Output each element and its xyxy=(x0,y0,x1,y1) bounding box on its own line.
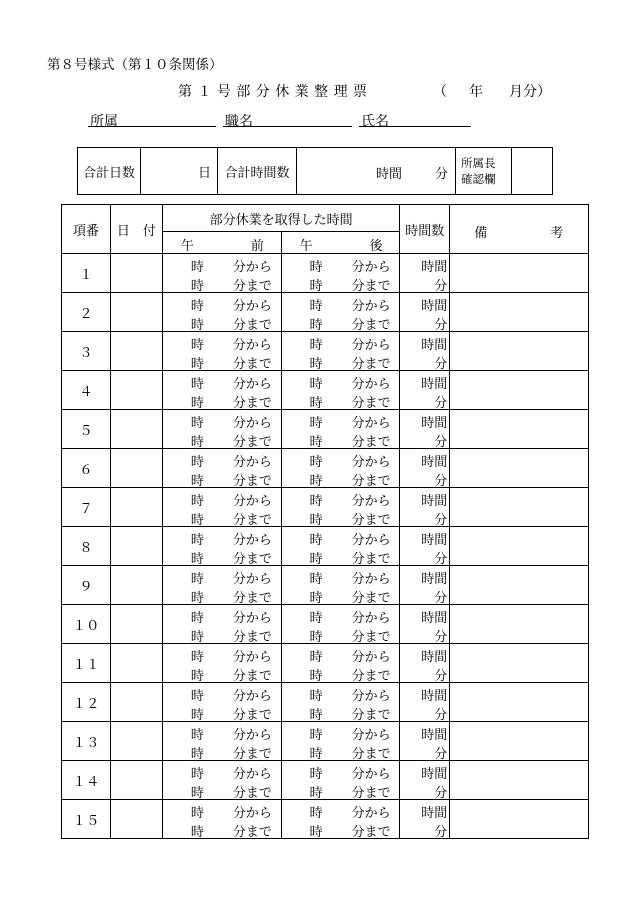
form-number: 第８号様式（第１０条関係） xyxy=(47,57,223,73)
hours-unit-label: 時間 xyxy=(421,533,448,548)
minutes-unit-label: 分 xyxy=(434,747,448,762)
table-row xyxy=(62,800,589,839)
remarks-cell[interactable] xyxy=(450,683,589,722)
name-label: 氏名 xyxy=(361,114,389,130)
am-from-label: 分から xyxy=(232,611,272,626)
pm-time-cell[interactable] xyxy=(281,527,400,566)
header-am xyxy=(162,232,281,254)
pm-from-label: 分から xyxy=(351,728,391,743)
total-days-label: 合計日数 xyxy=(78,148,141,195)
pm-from-label: 分から xyxy=(351,533,391,548)
table-row xyxy=(62,761,589,800)
am-until-label: 分まで xyxy=(232,747,272,762)
table-row xyxy=(62,254,589,293)
pm-hour-label: 時 xyxy=(309,318,323,333)
header-pm-2: 後 xyxy=(369,239,383,254)
am-from-label: 分から xyxy=(232,689,272,704)
pm-hour-label: 時 xyxy=(309,279,323,294)
hours-unit-label: 時間 xyxy=(421,416,448,431)
period-field xyxy=(433,81,553,99)
pm-time-cell[interactable] xyxy=(281,332,400,371)
am-until-label: 分まで xyxy=(232,435,272,450)
pm-hour-label: 時 xyxy=(309,533,323,548)
remarks-cell[interactable] xyxy=(450,722,589,761)
date-cell[interactable] xyxy=(110,254,162,293)
table-row xyxy=(62,683,589,722)
hours-cell[interactable] xyxy=(400,683,450,722)
am-until-label: 分まで xyxy=(232,318,272,333)
am-time-cell[interactable] xyxy=(162,371,281,410)
remarks-cell[interactable] xyxy=(450,644,589,683)
row-number: １５ xyxy=(62,800,111,839)
pm-hour-label: 時 xyxy=(309,494,323,509)
hours-unit-label: 時間 xyxy=(421,338,448,353)
minutes-unit-label: 分 xyxy=(434,708,448,723)
am-time-cell[interactable] xyxy=(162,293,281,332)
hours-unit-label: 時間 xyxy=(421,494,448,509)
pm-hour-label: 時 xyxy=(309,650,323,665)
am-hour-label: 時 xyxy=(190,396,204,411)
days-unit: 日 xyxy=(197,165,211,181)
remarks-cell[interactable] xyxy=(450,254,589,293)
am-from-label: 分から xyxy=(232,260,272,275)
pm-hour-label: 時 xyxy=(309,455,323,470)
date-cell[interactable] xyxy=(110,605,162,644)
pm-hour-label: 時 xyxy=(309,260,323,275)
remarks-cell[interactable] xyxy=(450,566,589,605)
am-hour-label: 時 xyxy=(190,728,204,743)
am-time-cell[interactable] xyxy=(162,488,281,527)
row-number: ４ xyxy=(62,371,111,410)
pm-hour-label: 時 xyxy=(309,591,323,606)
pm-from-label: 分から xyxy=(351,299,391,314)
affiliation-label: 所属 xyxy=(90,114,118,130)
hours-unit-label: 時間 xyxy=(421,806,448,821)
am-time-cell[interactable] xyxy=(162,761,281,800)
pm-hour-label: 時 xyxy=(309,825,323,840)
pm-hour-label: 時 xyxy=(309,377,323,392)
hours-unit-label: 時間 xyxy=(421,611,448,626)
hours-cell[interactable] xyxy=(400,605,450,644)
header-am-2: 前 xyxy=(250,239,264,254)
am-from-label: 分から xyxy=(232,338,272,353)
total-hours-label: 合計時間数 xyxy=(218,148,297,195)
am-hour-label: 時 xyxy=(190,338,204,353)
date-cell[interactable] xyxy=(110,293,162,332)
minutes-unit-label: 分 xyxy=(434,825,448,840)
am-hour-label: 時 xyxy=(190,552,204,567)
pm-until-label: 分まで xyxy=(351,435,391,450)
date-cell[interactable] xyxy=(110,488,162,527)
pm-time-cell[interactable] xyxy=(281,371,400,410)
position-label: 職名 xyxy=(225,114,253,130)
am-time-cell[interactable] xyxy=(162,566,281,605)
period-year: 年 xyxy=(469,84,483,100)
am-until-label: 分まで xyxy=(232,357,272,372)
remarks-cell[interactable] xyxy=(450,527,589,566)
summary-table xyxy=(77,147,553,195)
date-cell[interactable] xyxy=(110,527,162,566)
am-hour-label: 時 xyxy=(190,357,204,372)
remarks-cell[interactable] xyxy=(450,332,589,371)
am-time-cell[interactable] xyxy=(162,683,281,722)
table-row xyxy=(62,566,589,605)
header-time-taken: 部分休業を取得した時間 xyxy=(162,205,400,232)
pm-until-label: 分まで xyxy=(351,357,391,372)
hours-cell[interactable] xyxy=(400,527,450,566)
row-number: ８ xyxy=(62,527,111,566)
pm-hour-label: 時 xyxy=(309,338,323,353)
pm-time-cell[interactable] xyxy=(281,449,400,488)
header-remarks-2: 考 xyxy=(550,226,564,241)
form-title: 第 １ 号 部 分 休 業 整 理 票 xyxy=(178,84,368,100)
pm-until-label: 分まで xyxy=(351,279,391,294)
header-pm xyxy=(281,232,400,254)
pm-hour-label: 時 xyxy=(309,474,323,489)
pm-hour-label: 時 xyxy=(309,786,323,801)
pm-from-label: 分から xyxy=(351,494,391,509)
pm-hour-label: 時 xyxy=(309,747,323,762)
row-number: ６ xyxy=(62,449,111,488)
pm-time-cell[interactable] xyxy=(281,761,400,800)
date-cell[interactable] xyxy=(110,644,162,683)
pm-from-label: 分から xyxy=(351,572,391,587)
minutes-unit-label: 分 xyxy=(434,669,448,684)
pm-hour-label: 時 xyxy=(309,435,323,450)
pm-until-label: 分まで xyxy=(351,669,391,684)
pm-from-label: 分から xyxy=(351,650,391,665)
am-time-cell[interactable] xyxy=(162,332,281,371)
pm-until-label: 分まで xyxy=(351,747,391,762)
am-time-cell[interactable] xyxy=(162,410,281,449)
am-hour-label: 時 xyxy=(190,513,204,528)
am-from-label: 分から xyxy=(232,533,272,548)
table-row xyxy=(62,332,589,371)
hours-cell[interactable] xyxy=(400,488,450,527)
pm-until-label: 分まで xyxy=(351,513,391,528)
am-hour-label: 時 xyxy=(190,806,204,821)
am-hour-label: 時 xyxy=(190,533,204,548)
pm-hour-label: 時 xyxy=(309,728,323,743)
am-time-cell[interactable] xyxy=(162,605,281,644)
am-until-label: 分まで xyxy=(232,591,272,606)
remarks-cell[interactable] xyxy=(450,371,589,410)
am-time-cell[interactable] xyxy=(162,449,281,488)
table-row xyxy=(62,605,589,644)
pm-hour-label: 時 xyxy=(309,806,323,821)
table-row xyxy=(62,488,589,527)
am-from-label: 分から xyxy=(232,299,272,314)
date-cell[interactable] xyxy=(110,332,162,371)
hours-cell[interactable] xyxy=(400,800,450,839)
pm-time-cell[interactable] xyxy=(281,722,400,761)
pm-from-label: 分から xyxy=(351,377,391,392)
pm-time-cell[interactable] xyxy=(281,644,400,683)
date-cell[interactable] xyxy=(110,800,162,839)
header-date: 日 付 xyxy=(110,205,162,254)
pm-hour-label: 時 xyxy=(309,689,323,704)
minutes-unit-label: 分 xyxy=(434,786,448,801)
hours-unit-label: 時間 xyxy=(421,299,448,314)
pm-until-label: 分まで xyxy=(351,825,391,840)
row-number: １ xyxy=(62,254,111,293)
table-row xyxy=(62,371,589,410)
pm-time-cell[interactable] xyxy=(281,488,400,527)
pm-hour-label: 時 xyxy=(309,416,323,431)
minutes-unit-label: 分 xyxy=(434,279,448,294)
position-line[interactable] xyxy=(223,126,352,127)
pm-time-cell[interactable] xyxy=(281,566,400,605)
row-number: ５ xyxy=(62,410,111,449)
pm-from-label: 分から xyxy=(351,767,391,782)
am-from-label: 分から xyxy=(232,806,272,821)
pm-hour-label: 時 xyxy=(309,708,323,723)
pm-until-label: 分まで xyxy=(351,474,391,489)
date-cell[interactable] xyxy=(110,761,162,800)
am-hour-label: 時 xyxy=(190,825,204,840)
pm-hour-label: 時 xyxy=(309,552,323,567)
row-number: １３ xyxy=(62,722,111,761)
pm-from-label: 分から xyxy=(351,689,391,704)
remarks-cell[interactable] xyxy=(450,800,589,839)
am-hour-label: 時 xyxy=(190,611,204,626)
pm-hour-label: 時 xyxy=(309,299,323,314)
am-hour-label: 時 xyxy=(190,474,204,489)
am-from-label: 分から xyxy=(232,572,272,587)
affiliation-line[interactable] xyxy=(88,126,216,127)
am-until-label: 分まで xyxy=(232,279,272,294)
pm-time-cell[interactable] xyxy=(281,293,400,332)
total-days-cell[interactable] xyxy=(141,148,218,195)
pm-hour-label: 時 xyxy=(309,669,323,684)
minutes-unit: 分 xyxy=(435,167,449,182)
pm-until-label: 分まで xyxy=(351,396,391,411)
remarks-cell[interactable] xyxy=(450,293,589,332)
row-number: ２ xyxy=(62,293,111,332)
pm-from-label: 分から xyxy=(351,260,391,275)
date-cell[interactable] xyxy=(110,566,162,605)
am-until-label: 分まで xyxy=(232,630,272,645)
total-hours-cell[interactable] xyxy=(297,148,456,195)
hours-cell[interactable] xyxy=(400,410,450,449)
pm-hour-label: 時 xyxy=(309,357,323,372)
period-open: （ xyxy=(433,84,447,100)
am-hour-label: 時 xyxy=(190,318,204,333)
hours-unit-label: 時間 xyxy=(421,689,448,704)
name-line[interactable] xyxy=(359,126,471,127)
am-until-label: 分まで xyxy=(232,396,272,411)
am-time-cell[interactable] xyxy=(162,527,281,566)
date-cell[interactable] xyxy=(110,449,162,488)
pm-hour-label: 時 xyxy=(309,396,323,411)
table-row xyxy=(62,722,589,761)
pm-until-label: 分まで xyxy=(351,708,391,723)
remarks-cell[interactable] xyxy=(450,761,589,800)
hours-unit-label: 時間 xyxy=(421,728,448,743)
pm-time-cell[interactable] xyxy=(281,605,400,644)
am-until-label: 分まで xyxy=(232,552,272,567)
row-number: ３ xyxy=(62,332,111,371)
am-hour-label: 時 xyxy=(190,279,204,294)
pm-hour-label: 時 xyxy=(309,630,323,645)
am-hour-label: 時 xyxy=(190,650,204,665)
date-cell[interactable] xyxy=(110,722,162,761)
am-until-label: 分まで xyxy=(232,708,272,723)
minutes-unit-label: 分 xyxy=(434,552,448,567)
pm-hour-label: 時 xyxy=(309,513,323,528)
hours-cell[interactable] xyxy=(400,449,450,488)
am-hour-label: 時 xyxy=(190,767,204,782)
am-time-cell[interactable] xyxy=(162,254,281,293)
hours-unit-label: 時間 xyxy=(421,455,448,470)
minutes-unit-label: 分 xyxy=(434,396,448,411)
hours-cell[interactable] xyxy=(400,644,450,683)
am-hour-label: 時 xyxy=(190,689,204,704)
am-time-cell[interactable] xyxy=(162,644,281,683)
pm-until-label: 分まで xyxy=(351,630,391,645)
am-until-label: 分まで xyxy=(232,513,272,528)
header-pm-1: 午 xyxy=(299,239,313,254)
pm-time-cell[interactable] xyxy=(281,800,400,839)
table-row xyxy=(62,293,589,332)
pm-until-label: 分まで xyxy=(351,318,391,333)
am-from-label: 分から xyxy=(232,455,272,470)
supervisor-label-line2: 確認欄 xyxy=(461,172,496,186)
am-hour-label: 時 xyxy=(190,455,204,470)
am-from-label: 分から xyxy=(232,728,272,743)
row-number: ７ xyxy=(62,488,111,527)
hours-cell[interactable] xyxy=(400,722,450,761)
hours-cell[interactable] xyxy=(400,761,450,800)
pm-until-label: 分まで xyxy=(351,786,391,801)
am-hour-label: 時 xyxy=(190,416,204,431)
am-hour-label: 時 xyxy=(190,708,204,723)
am-from-label: 分から xyxy=(232,767,272,782)
header-remarks xyxy=(450,205,589,254)
minutes-unit-label: 分 xyxy=(434,474,448,489)
date-cell[interactable] xyxy=(110,683,162,722)
minutes-unit-label: 分 xyxy=(434,357,448,372)
am-until-label: 分まで xyxy=(232,474,272,489)
am-until-label: 分まで xyxy=(232,669,272,684)
hours-cell[interactable] xyxy=(400,254,450,293)
am-time-cell[interactable] xyxy=(162,800,281,839)
hours-unit-label: 時間 xyxy=(421,377,448,392)
pm-from-label: 分から xyxy=(351,806,391,821)
remarks-cell[interactable] xyxy=(450,488,589,527)
am-from-label: 分から xyxy=(232,377,272,392)
pm-from-label: 分から xyxy=(351,611,391,626)
pm-time-cell[interactable] xyxy=(281,683,400,722)
table-row xyxy=(62,527,589,566)
supervisor-label-line1: 所属長 xyxy=(461,156,496,170)
am-time-cell[interactable] xyxy=(162,722,281,761)
date-cell[interactable] xyxy=(110,410,162,449)
leave-table xyxy=(61,204,589,839)
am-hour-label: 時 xyxy=(190,572,204,587)
am-hour-label: 時 xyxy=(190,260,204,275)
pm-hour-label: 時 xyxy=(309,611,323,626)
am-from-label: 分から xyxy=(232,650,272,665)
am-hour-label: 時 xyxy=(190,435,204,450)
pm-hour-label: 時 xyxy=(309,767,323,782)
supervisor-label xyxy=(456,148,512,195)
am-hour-label: 時 xyxy=(190,299,204,314)
pm-time-cell[interactable] xyxy=(281,254,400,293)
hours-unit-label: 時間 xyxy=(421,260,448,275)
header-item-no: 項番 xyxy=(62,205,111,254)
row-number: １０ xyxy=(62,605,111,644)
pm-until-label: 分まで xyxy=(351,591,391,606)
hours-unit-label: 時間 xyxy=(421,572,448,587)
am-hour-label: 時 xyxy=(190,377,204,392)
hours-unit-label: 時間 xyxy=(421,767,448,782)
minutes-unit-label: 分 xyxy=(434,513,448,528)
hours-cell[interactable] xyxy=(400,371,450,410)
minutes-unit-label: 分 xyxy=(434,630,448,645)
minutes-unit-label: 分 xyxy=(434,318,448,333)
minutes-unit-label: 分 xyxy=(434,591,448,606)
pm-from-label: 分から xyxy=(351,338,391,353)
row-number: １２ xyxy=(62,683,111,722)
am-hour-label: 時 xyxy=(190,591,204,606)
table-row xyxy=(62,449,589,488)
row-number: １１ xyxy=(62,644,111,683)
hours-cell[interactable] xyxy=(400,332,450,371)
supervisor-check-cell[interactable] xyxy=(512,148,553,195)
am-from-label: 分から xyxy=(232,416,272,431)
table-row xyxy=(62,644,589,683)
pm-from-label: 分から xyxy=(351,455,391,470)
pm-until-label: 分まで xyxy=(351,552,391,567)
header-hours: 時間数 xyxy=(400,205,450,254)
pm-hour-label: 時 xyxy=(309,572,323,587)
row-number: ９ xyxy=(62,566,111,605)
hours-unit: 時間 xyxy=(376,167,403,182)
remarks-cell[interactable] xyxy=(450,449,589,488)
date-cell[interactable] xyxy=(110,371,162,410)
am-from-label: 分から xyxy=(232,494,272,509)
am-hour-label: 時 xyxy=(190,786,204,801)
am-hour-label: 時 xyxy=(190,630,204,645)
pm-time-cell[interactable] xyxy=(281,410,400,449)
header-remarks-1: 備 xyxy=(474,226,488,241)
period-month: 月分） xyxy=(509,84,551,100)
am-hour-label: 時 xyxy=(190,494,204,509)
pm-from-label: 分から xyxy=(351,416,391,431)
row-number: １４ xyxy=(62,761,111,800)
table-row xyxy=(62,410,589,449)
am-hour-label: 時 xyxy=(190,669,204,684)
hours-cell[interactable] xyxy=(400,566,450,605)
hours-unit-label: 時間 xyxy=(421,650,448,665)
am-until-label: 分まで xyxy=(232,786,272,801)
minutes-unit-label: 分 xyxy=(434,435,448,450)
header-am-1: 午 xyxy=(180,239,194,254)
remarks-cell[interactable] xyxy=(450,605,589,644)
hours-cell[interactable] xyxy=(400,293,450,332)
am-until-label: 分まで xyxy=(232,825,272,840)
remarks-cell[interactable] xyxy=(450,410,589,449)
am-hour-label: 時 xyxy=(190,747,204,762)
